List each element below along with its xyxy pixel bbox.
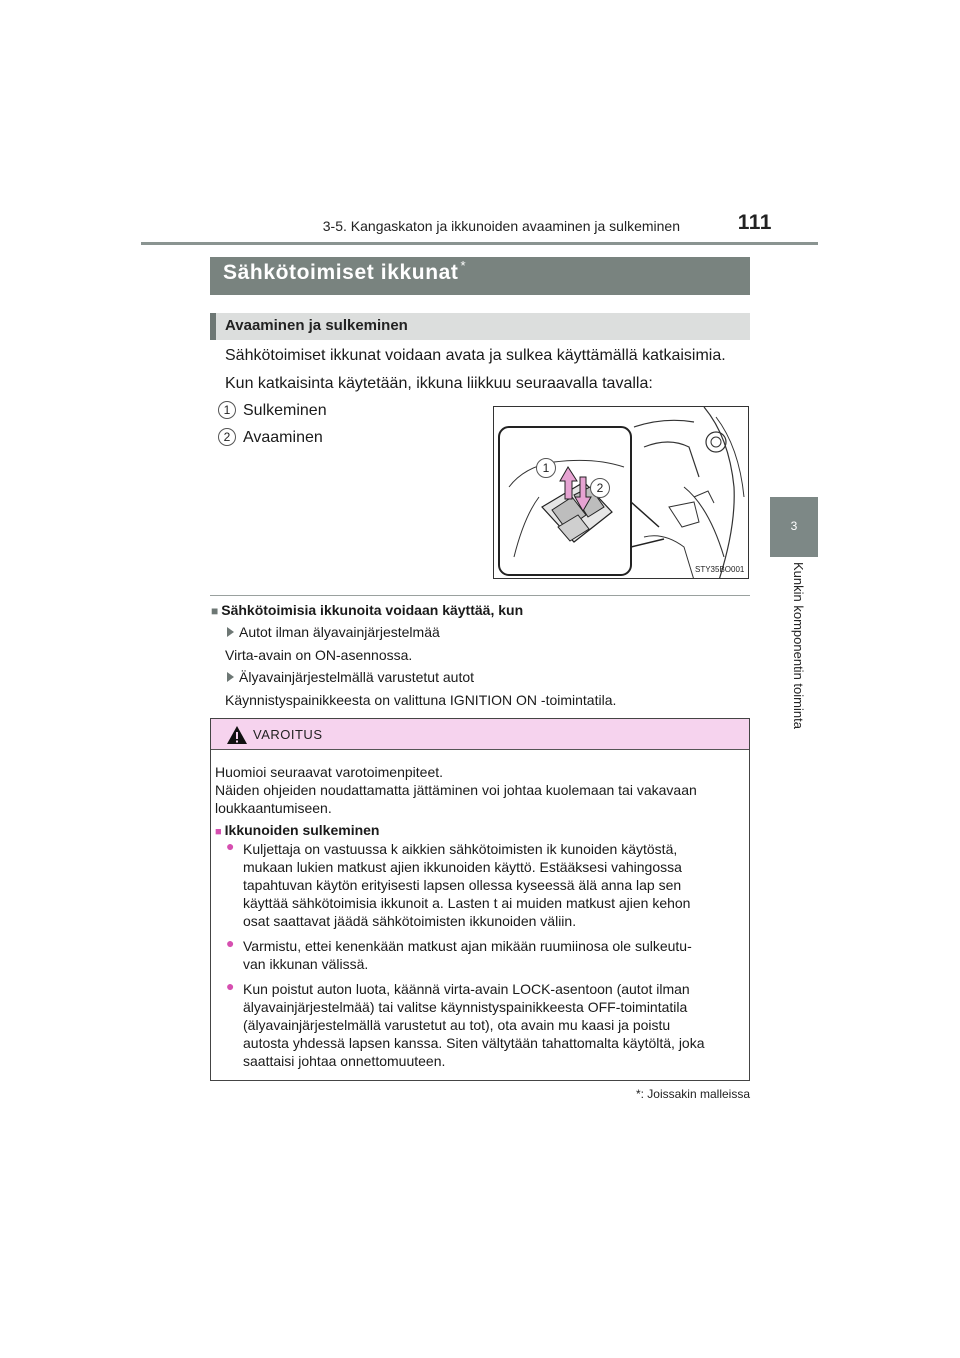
warning-bullet-3-line-5: saattaisi johtaa onnettomuuteen. bbox=[243, 1053, 446, 1069]
warning-intro-3: loukkaantumiseen. bbox=[215, 800, 332, 816]
warning-subheading-text: Ikkunoiden sulkeminen bbox=[224, 822, 380, 838]
header-divider bbox=[141, 242, 818, 245]
condition-b-label-text: Älyavainjärjestelmällä varustetut autot bbox=[239, 669, 475, 685]
conditions-heading-text: Sähkötoimisia ikkunoita voidaan käyttää, kun bbox=[221, 602, 524, 618]
warning-title: VAROITUS bbox=[253, 727, 323, 742]
footnote: *: Joissakin malleissa bbox=[635, 1087, 750, 1101]
pink-dot-bullet-icon: ● bbox=[226, 935, 235, 951]
warning-bullet-1-line-3: tapahtuvan käytön erityisesti lapsen ollessa kyseessä älä anna lap sen bbox=[243, 877, 682, 893]
figure-callout-1: 1 bbox=[536, 458, 556, 478]
chapter-tab-number: 3 bbox=[790, 519, 798, 533]
page-number: 111 bbox=[737, 211, 772, 234]
chapter-tab-label: Kunkin komponentin toiminta bbox=[791, 562, 806, 729]
warning-bullet-3-line-3: (älyavainjärjestelmällä varustetut au tot), ota avain mu kaasi ja poistu bbox=[243, 1017, 671, 1033]
header-section-title: 3-5. Kangaskaton ja ikkunoiden avaaminen ja sulkeminen bbox=[322, 218, 680, 234]
subheading-accent bbox=[210, 313, 216, 340]
section-title-text: Sähkötoimiset ikkunat bbox=[223, 261, 459, 284]
warning-bullet-3-line-4: autosta yhdessä lapsen kanssa. Siten vältytään tahattomalta käytöltä, joka bbox=[243, 1035, 705, 1051]
condition-b-label bbox=[227, 669, 474, 685]
intro-line-2: Kun katkaisinta käytetään, ikkuna liikkuu seuraavalla tavalla: bbox=[225, 375, 653, 392]
item-label-opening: Avaaminen bbox=[243, 429, 323, 446]
pink-dot-bullet-icon: ● bbox=[226, 838, 235, 854]
window-switch-drawing bbox=[494, 407, 749, 579]
section-title bbox=[223, 258, 467, 285]
item-number-1: 1 bbox=[218, 401, 236, 419]
warning-bullet-2-line-2: van ikkunan välissä. bbox=[243, 956, 369, 972]
item-number-2: 2 bbox=[218, 428, 236, 446]
warning-bullet-1-line-2: mukaan lukien matkust ajien ikkunoiden käyttö. Estääksesi vahingossa bbox=[243, 859, 682, 875]
square-bullet-icon: ■ bbox=[211, 604, 219, 618]
section-divider bbox=[210, 595, 750, 596]
warning-bullet-3-line-1: Kun poistut auton luota, käännä virta-avain LOCK-asentoon (autot ilman bbox=[243, 981, 690, 997]
warning-intro-2: Näiden ohjeiden noudattamatta jättäminen voi johtaa kuolemaan tai vakavaan bbox=[215, 782, 697, 798]
conditions-heading bbox=[211, 602, 523, 618]
warning-bullet-1-line-1: Kuljettaja on vastuussa k aikkien sähkötoimisten ik kunoiden käytöstä, bbox=[243, 841, 678, 857]
title-footnote-mark: * bbox=[460, 258, 467, 273]
figure-callout-2: 2 bbox=[590, 478, 610, 498]
window-switch-illustration bbox=[493, 406, 749, 579]
warning-triangle-icon bbox=[226, 725, 248, 745]
condition-a-label bbox=[227, 624, 440, 640]
warning-subheading bbox=[215, 821, 379, 841]
warning-bullet-2-line-1: Varmistu, ettei kenenkään matkust ajan mikään ruumiinosa ole sulkeutu- bbox=[243, 938, 692, 954]
condition-a-text: Virta-avain on ON-asennossa. bbox=[225, 647, 413, 663]
warning-bullet-1-line-4: käyttää sähkötoimisia ikkunoit a. Lasten t ai muiden matkust ajien kehon bbox=[243, 895, 691, 911]
triangle-bullet-icon bbox=[227, 672, 234, 682]
pink-dot-bullet-icon: ● bbox=[226, 978, 235, 994]
item-label-closing: Sulkeminen bbox=[243, 402, 327, 419]
warning-bullet-1-line-5: osat saattavat jäädä sähkötoimisten ikkunoiden väliin. bbox=[243, 913, 577, 929]
warning-intro-1: Huomioi seuraavat varotoimenpiteet. bbox=[215, 764, 444, 780]
warning-bullet-3-line-2: älyavainjärjestelmää) tai valitse käynnistyspainikkeesta OFF-toimintatila bbox=[243, 999, 688, 1015]
triangle-bullet-icon bbox=[227, 627, 234, 637]
subheading: Avaaminen ja sulkeminen bbox=[225, 317, 408, 334]
condition-a-label-text: Autot ilman älyavainjärjestelmää bbox=[239, 624, 440, 640]
pink-square-bullet-icon: ■ bbox=[215, 826, 222, 838]
intro-line-1: Sähkötoimiset ikkunat voidaan avata ja sulkea käyttämällä katkaisimia. bbox=[225, 347, 726, 364]
condition-b-text: Käynnistyspainikkeesta on valittuna IGNITION ON -toimintatila. bbox=[225, 692, 617, 708]
figure-code: STY35BO001 bbox=[695, 565, 745, 574]
